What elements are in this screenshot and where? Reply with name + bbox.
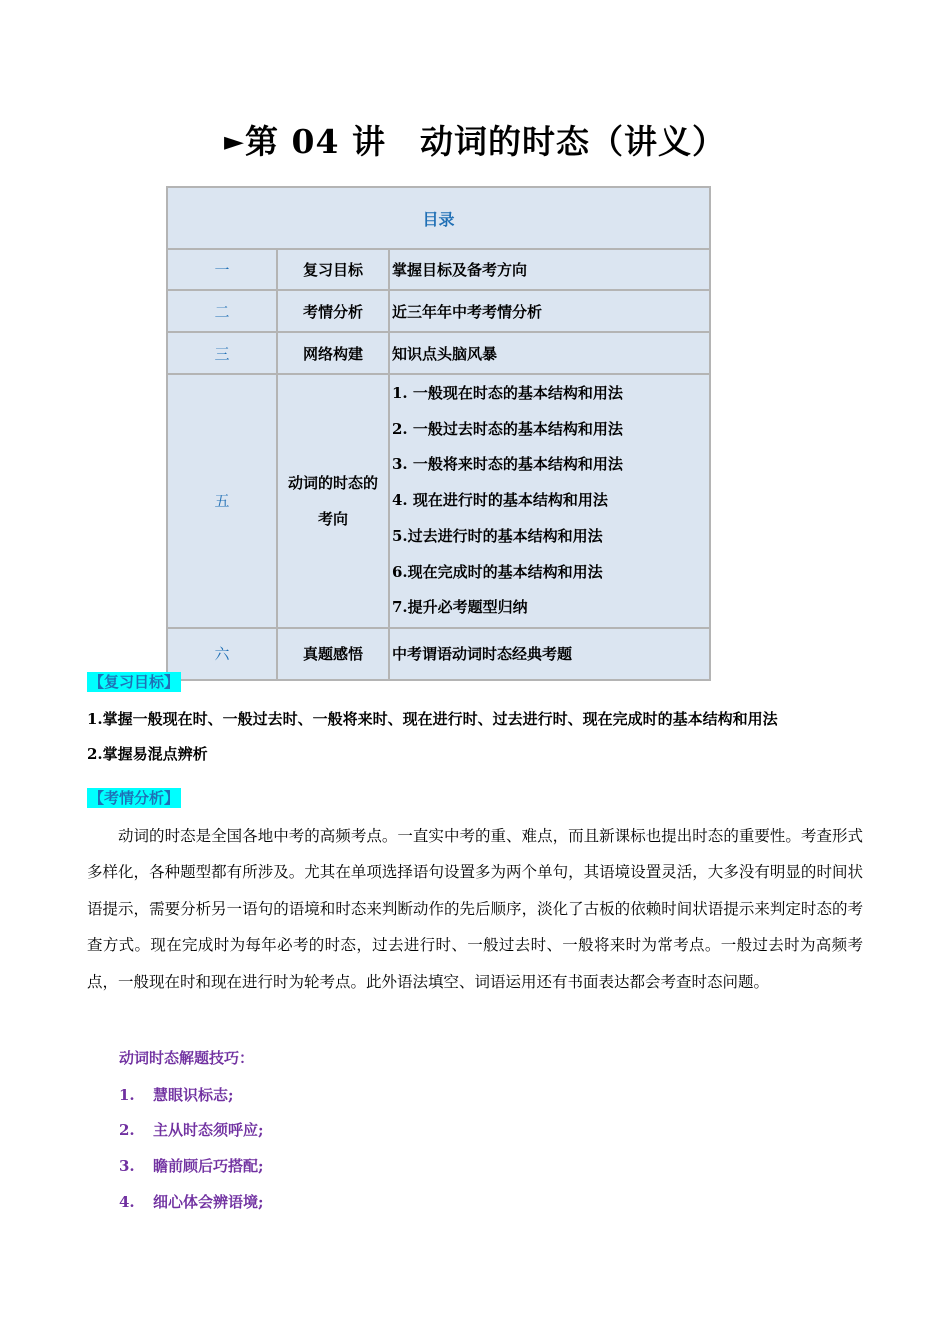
toc-section-line: 动词的时态的 bbox=[287, 473, 378, 492]
toc-section-line: 考向 bbox=[317, 509, 348, 528]
toc-row-desc: 知识点头脑风暴 bbox=[389, 332, 710, 374]
tip-number: 1. bbox=[119, 1086, 135, 1104]
tip-text: 瞻前顾后巧搭配; bbox=[153, 1157, 264, 1175]
toc-row-desc: 中考谓语动词时态经典考题 bbox=[389, 628, 710, 680]
tip-item bbox=[119, 1155, 264, 1176]
toc-row-desc: 近三年年中考考情分析 bbox=[389, 290, 710, 332]
toc-header: 目录 bbox=[167, 187, 710, 249]
toc-item: 3. 一般将来时态的基本结构和用法 bbox=[392, 455, 623, 474]
toc-row-desc: 掌握目标及备考方向 bbox=[389, 249, 710, 290]
tip-number: 2. bbox=[119, 1121, 135, 1139]
tip-text: 主从时态须呼应; bbox=[153, 1121, 264, 1139]
toc-row-number: 三 bbox=[167, 332, 277, 374]
toc-row-number: 二 bbox=[167, 290, 277, 332]
toc-row-number: 六 bbox=[167, 628, 277, 680]
toc-item: 1. 一般现在时态的基本结构和用法 bbox=[392, 384, 623, 402]
review-goals-tag: 【复习目标】 bbox=[89, 673, 180, 691]
toc-row bbox=[167, 628, 710, 680]
toc-row-section: 考情分析 bbox=[277, 290, 389, 332]
tips-title: 动词时态解题技巧： bbox=[119, 1049, 255, 1067]
toc-item: 5.过去进行时的基本结构和用法 bbox=[392, 526, 603, 545]
tip-item bbox=[119, 1119, 264, 1140]
tip-number: 4. bbox=[119, 1193, 135, 1211]
toc-header-row bbox=[167, 187, 710, 249]
toc-row bbox=[167, 290, 710, 332]
review-goal-2: 2.掌握易混点辨析 bbox=[87, 745, 208, 763]
toc-item: 4. 现在进行时的基本结构和用法 bbox=[392, 491, 608, 510]
exam-analysis-tag: 【考情分析】 bbox=[89, 789, 180, 807]
toc-row bbox=[167, 374, 710, 628]
review-goal-1: 1.掌握一般现在时、一般过去时、一般将来时、现在进行时、过去进行时、现在完成时的基本结构和用法 bbox=[87, 710, 778, 728]
tip-text: 细心体会辨语境; bbox=[153, 1193, 264, 1211]
triangle-arrow-icon: ► bbox=[224, 127, 246, 157]
toc-row bbox=[167, 249, 710, 290]
toc-row-number: 五 bbox=[167, 374, 277, 628]
title-text: 第 04 讲 动词的时态（讲义） bbox=[245, 122, 726, 161]
toc-row-section: 网络构建 bbox=[277, 332, 389, 374]
tip-number: 3. bbox=[119, 1157, 135, 1175]
exam-analysis-paragraph: 动词的时态是全国各地中考的高频考点。一直实中考的重、难点，而且新课标也提出时态的重要性。考查形式多样化，各种题型都有所涉及。尤其在单项选择语句设置多为两个单句，其语境设置灵活，大多没有明显的时间状语提示，需要分析另一语句的语境和时态来判断动作的先后顺序，淡化了古板的依赖时间状语提示来判定时态的考查方式。现在完成时为每年必考的时态，过去进行时、一般过去时、一般将来时为常考点。一般过去时为高频考点，一般现在时和现在进行时为轮考点。此外语法填空、词语运用还有书面表达都会考查时态问题。 bbox=[87, 827, 863, 991]
toc-row-section: 复习目标 bbox=[277, 249, 389, 290]
tip-item bbox=[119, 1191, 264, 1212]
toc-row-section bbox=[277, 374, 389, 628]
page-title bbox=[0, 116, 950, 163]
tip-item bbox=[119, 1084, 234, 1105]
toc-row-number: 一 bbox=[167, 249, 277, 290]
tip-text: 慧眼识标志; bbox=[153, 1086, 234, 1104]
toc-row bbox=[167, 332, 710, 374]
toc-item: 6.现在完成时的基本结构和用法 bbox=[392, 562, 603, 581]
toc-item: 2. 一般过去时态的基本结构和用法 bbox=[392, 419, 623, 438]
toc-row-items bbox=[389, 374, 710, 628]
toc-row-section: 真题感悟 bbox=[277, 628, 389, 680]
toc-table bbox=[166, 186, 711, 681]
toc-item: 7.提升必考题型归纳 bbox=[392, 598, 528, 617]
